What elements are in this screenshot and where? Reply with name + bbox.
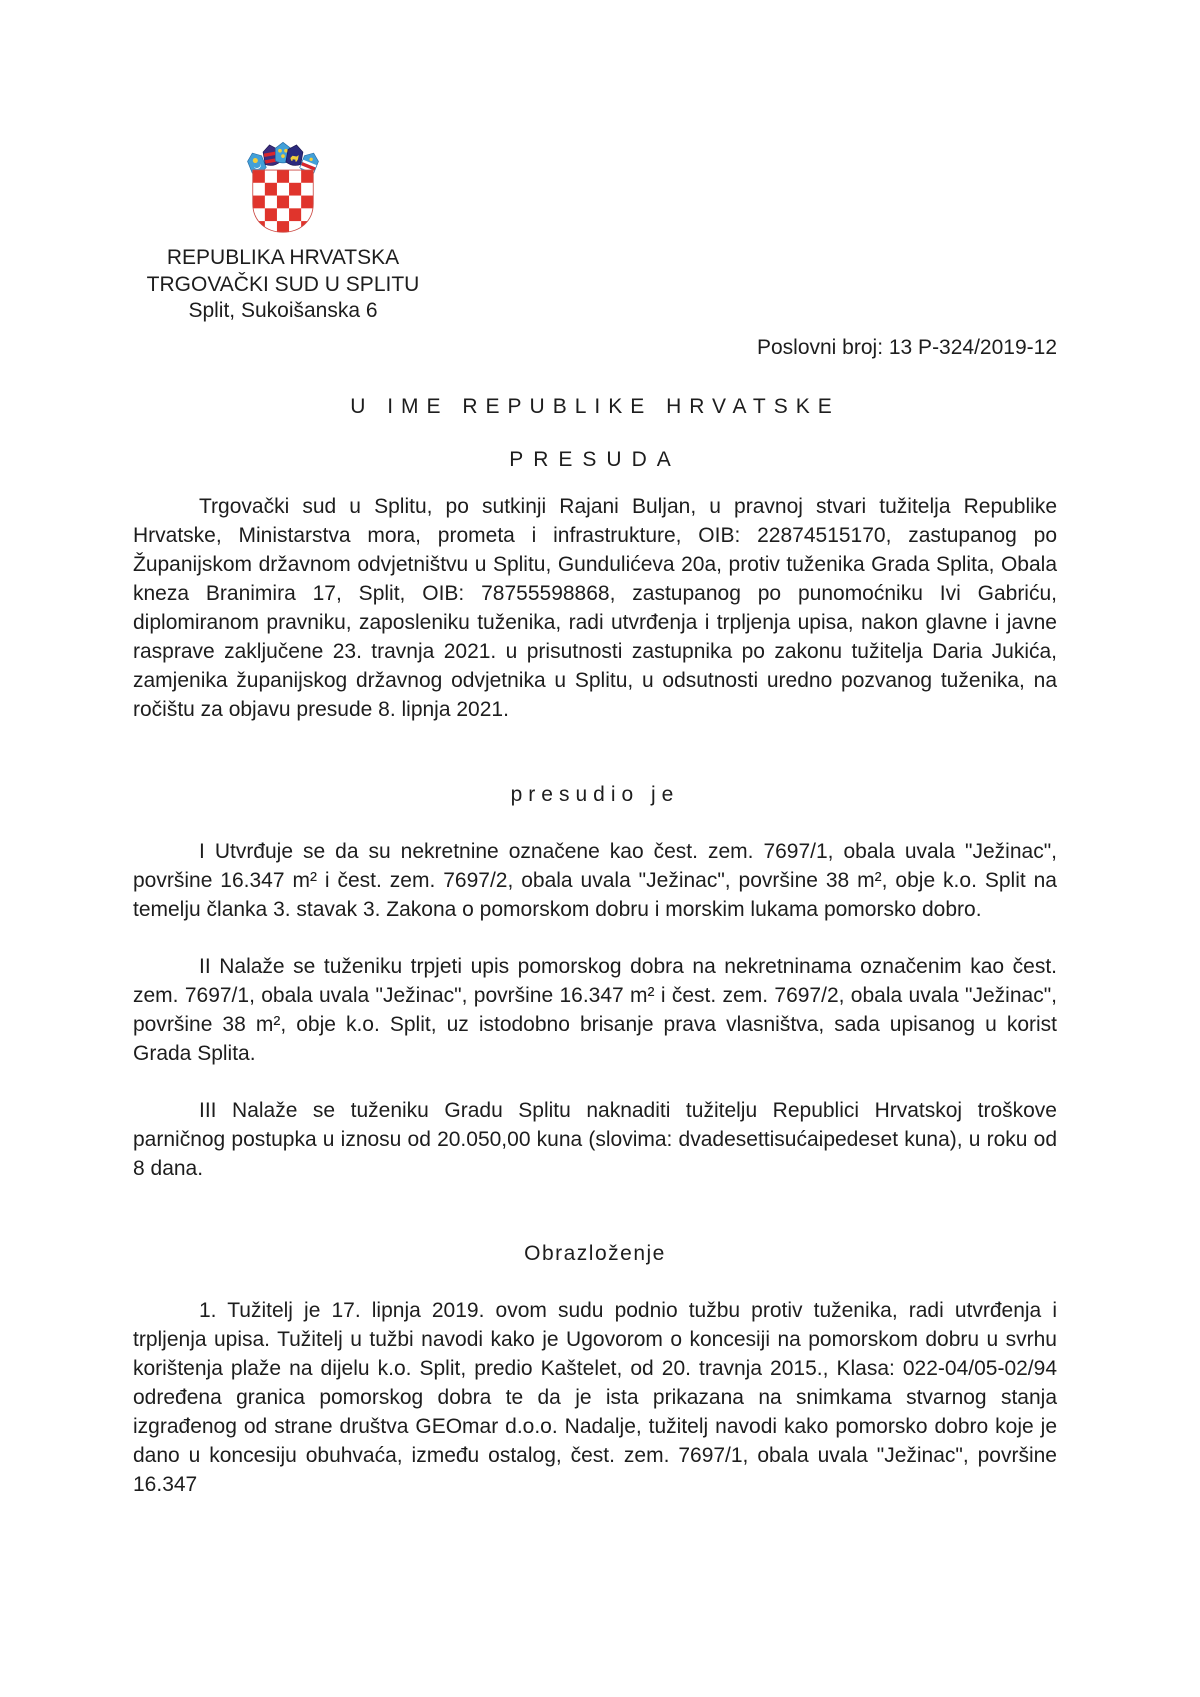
header-court-name: TRGOVAČKI SUD U SPLITU [146, 272, 420, 296]
court-header [133, 138, 433, 325]
heading-reasoning: Obrazloženje [524, 1241, 666, 1265]
verdict-item-1: I Utvrđuje se da su nekretnine označene kao čest. zem. 7697/1, obala uvala "Ježinac", površine 16.347 m² i čest. zem. 7697/2, obala uvala "Ježinac", površine 38 m², obje k.o. Split na temelju članka 3. stavak 3. Zakona o pomorskom dobru i morskim lukama pomorsko dobro. [133, 839, 1057, 921]
heading-judgment: PRESUDA [509, 447, 681, 471]
verdict-item-3: III Nalaže se tuženiku Gradu Splitu naknaditi tužitelju Republici Hrvatskoj troškove parničnog postupka u iznosu od 20.050,00 kuna (slovima: dvadesettisućaipedeset kuna), u roku od 8 dana. [133, 1098, 1057, 1180]
header-country: REPUBLIKA HRVATSKA [166, 246, 400, 269]
case-number: Poslovni broj: 13 P-324/2019-12 [756, 335, 1057, 359]
reasoning-paragraph-1: 1. Tužitelj je 17. lipnja 2019. ovom sudu podnio tužbu protiv tuženika, radi utvrđenja i trpljenja upisa. Tužitelj u tužbi navodi kako je Ugovorom o koncesiji na pomorskom dobru u svrhu korištenja plaže na dijelu k.o. Split, predio Kaštelet, od 20. travnja 2015., Klasa: 022-04/05-02/94 određena granica pomorskog dobra te da je ista prikazana na snimkama stvarnog stanja izgrađenog od strane društva GEOmar d.o.o. Nadalje, tužitelj navodi kako pomorsko dobro koje je dano u koncesiju obuhvaća, između ostalog, čest. zem. 7697/1, obala uvala "Ježinac", površine 16.347 [133, 1298, 1057, 1496]
header-court-address: Split, Sukoišanska 6 [188, 299, 378, 322]
intro-paragraph: Trgovački sud u Splitu, po sutkinji Rajani Buljan, u pravnoj stvari tužitelja Republike Hrvatske, Ministarstva mora, prometa i infrastrukture, OIB: 22874515170, zastupanog po Županijskom državnom odvjetništvu u Splitu, Gundulićeva 20a, protiv tuženika Grada Splita, Obala kneza Branimira 17, Split, OIB: 78755598868, zastupanog po punomoćniku Ivi Gabriću, diplomiranom pravniku, zaposleniku tuženika, radi utvrđenja i trpljenja upisa, nakon glavne i javne rasprave zaključene 23. travnja 2021. u prisutnosti zastupnika po zakonu tužitelja Daria Jukića, zamjenika županijskog državnog odvjetnika u Splitu, u odsutnosti uredno pozvanog tuženika, na ročištu za objavu presude 8. lipnja 2021. [133, 494, 1057, 721]
heading-in-the-name-of-republic: U IME REPUBLIKE HRVATSKE [350, 394, 840, 418]
croatian-coat-of-arms-icon [241, 138, 325, 239]
verdict-item-2: II Nalaže se tuženiku trpjeti upis pomorskog dobra na nekretninama označenim kao čest. zem. 7697/1, obala uvala "Ježinac", površine 16.347 m² i čest. zem. 7697/2, obala uvala "Ježinac", površine 38 m², obje k.o. Split, uz istodobno brisanje prava vlasništva, sada upisanog u korist Grada Splita. [133, 954, 1057, 1065]
heading-verdict: presudio je [510, 782, 680, 806]
